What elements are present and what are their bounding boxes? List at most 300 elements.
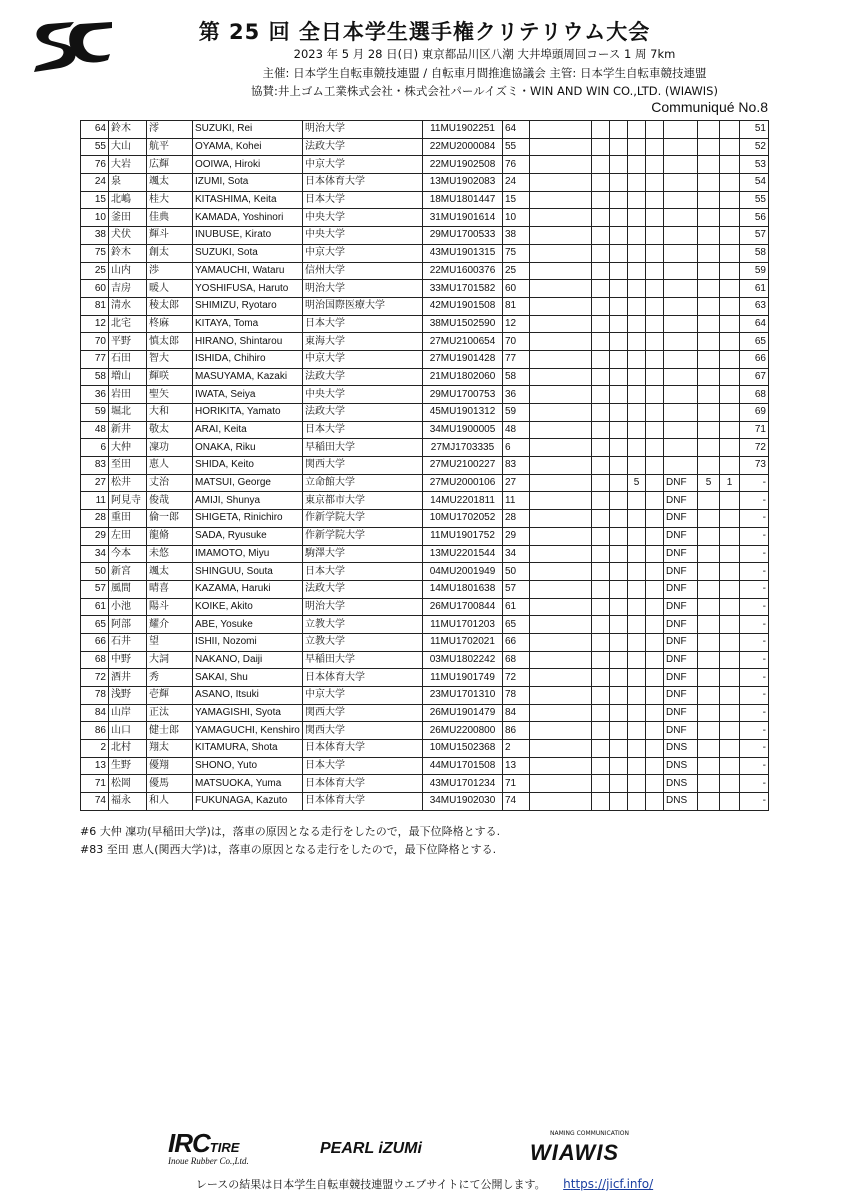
table-cell: MASUYAMA, Kazaki: [193, 368, 303, 386]
table-cell: [610, 580, 628, 598]
table-cell: 早稲田大学: [303, 651, 423, 669]
table-cell: [720, 333, 740, 351]
table-cell: [592, 687, 610, 705]
table-cell: YAMAUCHI, Wataru: [193, 262, 303, 280]
table-cell: ABE, Yosuke: [193, 616, 303, 634]
table-cell: [530, 368, 592, 386]
table-cell: DNF: [664, 687, 698, 705]
table-cell: [646, 209, 664, 227]
table-cell: [720, 598, 740, 616]
notes: [80, 823, 500, 859]
table-cell: [646, 174, 664, 192]
table-cell: 26MU1901479: [423, 704, 503, 722]
table-cell: 38: [503, 227, 530, 245]
table-cell: 28: [503, 510, 530, 528]
table-cell: [530, 227, 592, 245]
table-cell: [698, 174, 720, 192]
table-cell: 66: [81, 633, 109, 651]
table-cell: 64: [503, 121, 530, 139]
table-cell: 57: [503, 580, 530, 598]
table-cell: 52: [740, 138, 769, 156]
table-cell: [698, 368, 720, 386]
table-cell: 50: [81, 563, 109, 581]
table-cell: 59: [81, 404, 109, 422]
table-cell: 左田: [109, 527, 147, 545]
table-cell: [610, 156, 628, 174]
table-cell: [592, 669, 610, 687]
table-cell: [628, 121, 646, 139]
table-cell: ISHIDA, Chihiro: [193, 350, 303, 368]
table-cell: [592, 527, 610, 545]
table-cell: [610, 421, 628, 439]
table-cell: [628, 191, 646, 209]
table-cell: 敬太: [147, 421, 193, 439]
table-cell: 新宮: [109, 563, 147, 581]
table-cell: 法政大学: [303, 404, 423, 422]
table-cell: 13: [81, 757, 109, 775]
table-cell: 晴喜: [147, 580, 193, 598]
table-row: [81, 404, 769, 422]
table-cell: 5: [628, 474, 646, 492]
organizers: 主催: 日本学生自転車競技連盟 / 自転車月間推進協議会 主管: 日本学生自転車競技連盟: [262, 66, 707, 80]
table-cell: 日本大学: [303, 563, 423, 581]
wiawis-tagline: NAMING COMMUNICATION: [550, 1130, 629, 1137]
table-cell: [530, 687, 592, 705]
table-cell: 6: [503, 439, 530, 457]
table-cell: IMAMOTO, Miyu: [193, 545, 303, 563]
table-cell: [530, 191, 592, 209]
table-cell: 13MU1902083: [423, 174, 503, 192]
table-cell: 78: [81, 687, 109, 705]
table-cell: [610, 563, 628, 581]
table-cell: [720, 138, 740, 156]
table-cell: 77: [503, 350, 530, 368]
table-cell: 14MU1801638: [423, 580, 503, 598]
table-cell: [610, 227, 628, 245]
table-cell: 22MU1600376: [423, 262, 503, 280]
table-cell: -: [740, 492, 769, 510]
table-cell: 34: [503, 545, 530, 563]
table-cell: 65: [503, 616, 530, 634]
table-cell: [610, 598, 628, 616]
table-cell: KITASHIMA, Keita: [193, 191, 303, 209]
table-cell: 耀介: [147, 616, 193, 634]
table-cell: [592, 121, 610, 139]
footer-text: レースの結果は日本学生自転車競技連盟ウエブサイトにて公開します。: [195, 1178, 546, 1191]
table-cell: 鈴木: [109, 244, 147, 262]
table-cell: 5: [698, 474, 720, 492]
table-cell: [610, 368, 628, 386]
table-cell: [610, 138, 628, 156]
table-cell: [530, 262, 592, 280]
table-cell: [610, 191, 628, 209]
table-cell: DNF: [664, 633, 698, 651]
table-cell: [720, 315, 740, 333]
table-cell: 14MU2201811: [423, 492, 503, 510]
table-cell: 68: [503, 651, 530, 669]
table-cell: [698, 457, 720, 475]
table-cell: [592, 510, 610, 528]
table-cell: [698, 740, 720, 758]
table-cell: 53: [740, 156, 769, 174]
table-cell: 釜田: [109, 209, 147, 227]
table-cell: [698, 704, 720, 722]
table-cell: 72: [81, 669, 109, 687]
table-cell: 稜太郎: [147, 297, 193, 315]
table-cell: 聖矢: [147, 386, 193, 404]
table-cell: [720, 156, 740, 174]
table-cell: [610, 244, 628, 262]
table-cell: [628, 174, 646, 192]
table-cell: [720, 616, 740, 634]
table-cell: [628, 315, 646, 333]
table-cell: 29MU1700753: [423, 386, 503, 404]
table-cell: -: [740, 563, 769, 581]
table-cell: NAKANO, Daiji: [193, 651, 303, 669]
table-cell: 55: [81, 138, 109, 156]
table-row: [81, 704, 769, 722]
table-cell: [592, 244, 610, 262]
table-cell: [664, 280, 698, 298]
table-cell: [592, 439, 610, 457]
table-cell: 中央大学: [303, 209, 423, 227]
table-cell: 65: [740, 333, 769, 351]
table-cell: 柊麻: [147, 315, 193, 333]
table-cell: [610, 687, 628, 705]
table-cell: 大岩: [109, 156, 147, 174]
table-cell: [628, 350, 646, 368]
table-cell: [664, 191, 698, 209]
table-row: [81, 580, 769, 598]
table-cell: [664, 121, 698, 139]
table-cell: [646, 121, 664, 139]
table-cell: [610, 740, 628, 758]
table-cell: [698, 580, 720, 598]
table-cell: [720, 651, 740, 669]
table-cell: HIRANO, Shintarou: [193, 333, 303, 351]
table-cell: [592, 174, 610, 192]
table-cell: 12: [81, 315, 109, 333]
table-cell: [610, 121, 628, 139]
table-cell: [628, 722, 646, 740]
table-cell: OOIWA, Hiroki: [193, 156, 303, 174]
table-cell: [530, 793, 592, 811]
table-cell: 日本体育大学: [303, 669, 423, 687]
table-cell: 42MU1901508: [423, 297, 503, 315]
table-cell: 翔太: [147, 740, 193, 758]
table-cell: 31MU1901614: [423, 209, 503, 227]
table-cell: [646, 669, 664, 687]
table-cell: [664, 333, 698, 351]
table-cell: [628, 616, 646, 634]
table-cell: [664, 421, 698, 439]
table-cell: 1: [720, 474, 740, 492]
table-cell: 81: [81, 297, 109, 315]
table-cell: 43MU1701234: [423, 775, 503, 793]
table-cell: [610, 633, 628, 651]
table-cell: DNS: [664, 793, 698, 811]
table-cell: 関西大学: [303, 457, 423, 475]
table-cell: [628, 527, 646, 545]
table-cell: 58: [740, 244, 769, 262]
table-cell: [610, 527, 628, 545]
table-cell: 29: [81, 527, 109, 545]
table-cell: [646, 580, 664, 598]
table-cell: 凜功: [147, 439, 193, 457]
table-cell: 55: [740, 191, 769, 209]
table-cell: 壱輝: [147, 687, 193, 705]
table-cell: 桂大: [147, 191, 193, 209]
table-cell: KAMADA, Yoshinori: [193, 209, 303, 227]
table-cell: [610, 510, 628, 528]
table-cell: [720, 492, 740, 510]
table-cell: 11MU1902251: [423, 121, 503, 139]
table-row: [81, 439, 769, 457]
table-cell: 56: [740, 209, 769, 227]
table-cell: 72: [740, 439, 769, 457]
table-cell: 松岡: [109, 775, 147, 793]
table-cell: [592, 616, 610, 634]
table-cell: 山口: [109, 722, 147, 740]
table-cell: [530, 174, 592, 192]
table-cell: [720, 227, 740, 245]
table-cell: 日本体育大学: [303, 775, 423, 793]
table-cell: [530, 457, 592, 475]
table-row: [81, 457, 769, 475]
table-row: [81, 510, 769, 528]
table-cell: 74: [503, 793, 530, 811]
table-cell: [646, 191, 664, 209]
table-cell: [628, 598, 646, 616]
table-cell: 鈴木: [109, 121, 147, 139]
table-cell: 浅野: [109, 687, 147, 705]
table-cell: 中京大学: [303, 156, 423, 174]
table-cell: [628, 775, 646, 793]
table-cell: [698, 262, 720, 280]
table-cell: [646, 527, 664, 545]
table-cell: [664, 156, 698, 174]
table-cell: [646, 722, 664, 740]
table-cell: [592, 156, 610, 174]
table-row: [81, 651, 769, 669]
table-cell: [628, 209, 646, 227]
table-cell: [646, 350, 664, 368]
table-cell: [592, 404, 610, 422]
table-row: [81, 368, 769, 386]
table-cell: [628, 457, 646, 475]
table-cell: [628, 262, 646, 280]
table-cell: [698, 156, 720, 174]
table-cell: KAZAMA, Haruki: [193, 580, 303, 598]
table-cell: 26MU2200800: [423, 722, 503, 740]
table-cell: 犬伏: [109, 227, 147, 245]
table-cell: [646, 227, 664, 245]
table-row: [81, 227, 769, 245]
table-cell: [646, 421, 664, 439]
table-cell: 山内: [109, 262, 147, 280]
table-row: [81, 616, 769, 634]
table-cell: 松井: [109, 474, 147, 492]
table-cell: DNF: [664, 527, 698, 545]
table-cell: 57: [740, 227, 769, 245]
table-cell: 29MU1700533: [423, 227, 503, 245]
table-cell: 丈治: [147, 474, 193, 492]
table-cell: [664, 315, 698, 333]
table-cell: [610, 174, 628, 192]
table-cell: [592, 793, 610, 811]
table-cell: [530, 563, 592, 581]
table-cell: 渉: [147, 262, 193, 280]
table-cell: [720, 350, 740, 368]
table-cell: 45MU1901312: [423, 404, 503, 422]
table-cell: [592, 386, 610, 404]
table-cell: ONAKA, Riku: [193, 439, 303, 457]
table-cell: 新井: [109, 421, 147, 439]
table-cell: [610, 386, 628, 404]
table-cell: [592, 740, 610, 758]
table-row: [81, 156, 769, 174]
table-cell: [530, 492, 592, 510]
table-row: [81, 687, 769, 705]
table-row: [81, 315, 769, 333]
note-line: #83 至田 恵人(関西大学)は，落車の原因となる走行をしたので，最下位降格とする.: [80, 843, 497, 856]
table-cell: [720, 280, 740, 298]
table-cell: 26MU1700844: [423, 598, 503, 616]
table-cell: 58: [81, 368, 109, 386]
table-cell: [646, 492, 664, 510]
table-cell: DNF: [664, 474, 698, 492]
table-cell: 日本大学: [303, 191, 423, 209]
irc-logo-text: IRC: [168, 1128, 210, 1158]
table-cell: 作新学院大学: [303, 510, 423, 528]
table-cell: 岩田: [109, 386, 147, 404]
table-cell: 泉: [109, 174, 147, 192]
table-cell: [720, 687, 740, 705]
table-cell: 29: [503, 527, 530, 545]
table-cell: 38: [81, 227, 109, 245]
table-cell: [646, 138, 664, 156]
table-cell: 27MJ1703335: [423, 439, 503, 457]
table-cell: 81: [503, 297, 530, 315]
table-cell: 優翔: [147, 757, 193, 775]
table-cell: [646, 757, 664, 775]
table-cell: SHONO, Yuto: [193, 757, 303, 775]
table-row: [81, 722, 769, 740]
website-link[interactable]: https://jicf.info/: [563, 1177, 654, 1191]
table-cell: [530, 333, 592, 351]
sponsors: 協賛:井上ゴム工業株式会社・株式会社パールイズミ・WIN AND WIN CO.,LTD. (WIAWIS): [251, 84, 718, 98]
table-cell: 明治大学: [303, 121, 423, 139]
table-cell: 10MU1502368: [423, 740, 503, 758]
table-cell: IZUMI, Sota: [193, 174, 303, 192]
table-cell: MATSUOKA, Yuma: [193, 775, 303, 793]
table-cell: 34MU1902030: [423, 793, 503, 811]
table-cell: [530, 527, 592, 545]
table-cell: [720, 209, 740, 227]
table-cell: 吉房: [109, 280, 147, 298]
table-cell: 中央大学: [303, 227, 423, 245]
table-cell: [646, 297, 664, 315]
table-cell: 54: [740, 174, 769, 192]
table-cell: 颯太: [147, 563, 193, 581]
table-cell: [646, 793, 664, 811]
table-row: [81, 740, 769, 758]
table-cell: [720, 510, 740, 528]
table-cell: 中央大学: [303, 386, 423, 404]
table-cell: [592, 297, 610, 315]
table-cell: SADA, Ryusuke: [193, 527, 303, 545]
table-row: [81, 174, 769, 192]
table-cell: 11MU1901749: [423, 669, 503, 687]
table-cell: [628, 297, 646, 315]
table-cell: YAMAGISHI, Syota: [193, 704, 303, 722]
table-cell: [530, 704, 592, 722]
table-cell: [530, 722, 592, 740]
table-cell: [628, 669, 646, 687]
table-cell: [646, 404, 664, 422]
table-cell: [720, 262, 740, 280]
table-cell: [628, 386, 646, 404]
table-cell: 望: [147, 633, 193, 651]
table-cell: 65: [81, 616, 109, 634]
table-cell: [646, 775, 664, 793]
table-cell: 作新学院大学: [303, 527, 423, 545]
table-cell: [592, 191, 610, 209]
table-cell: 創太: [147, 244, 193, 262]
table-cell: [592, 138, 610, 156]
table-cell: 明治大学: [303, 598, 423, 616]
table-cell: 13: [503, 757, 530, 775]
table-cell: [628, 333, 646, 351]
table-cell: [646, 386, 664, 404]
table-cell: -: [740, 704, 769, 722]
table-cell: 平野: [109, 333, 147, 351]
table-cell: [698, 333, 720, 351]
table-cell: 55: [503, 138, 530, 156]
table-row: [81, 474, 769, 492]
table-cell: [664, 439, 698, 457]
table-cell: [610, 793, 628, 811]
table-cell: 78: [503, 687, 530, 705]
table-cell: 68: [740, 386, 769, 404]
table-cell: 阿見寺: [109, 492, 147, 510]
table-cell: 76: [81, 156, 109, 174]
table-cell: 64: [740, 315, 769, 333]
table-cell: 18MU1801447: [423, 191, 503, 209]
table-cell: 健士郎: [147, 722, 193, 740]
table-cell: 立教大学: [303, 616, 423, 634]
table-cell: 21MU1802060: [423, 368, 503, 386]
table-cell: [592, 474, 610, 492]
table-row: [81, 386, 769, 404]
table-cell: [610, 280, 628, 298]
table-cell: -: [740, 474, 769, 492]
table-cell: [646, 244, 664, 262]
table-cell: DNF: [664, 563, 698, 581]
table-cell: DNS: [664, 757, 698, 775]
table-cell: 66: [740, 350, 769, 368]
table-cell: 山岸: [109, 704, 147, 722]
table-cell: SHIMIZU, Ryotaro: [193, 297, 303, 315]
table-cell: 04MU2001949: [423, 563, 503, 581]
table-cell: SUZUKI, Rei: [193, 121, 303, 139]
table-cell: 法政大学: [303, 368, 423, 386]
table-cell: [664, 262, 698, 280]
table-cell: DNF: [664, 722, 698, 740]
table-row: [81, 545, 769, 563]
table-cell: 6: [81, 439, 109, 457]
table-cell: [530, 616, 592, 634]
